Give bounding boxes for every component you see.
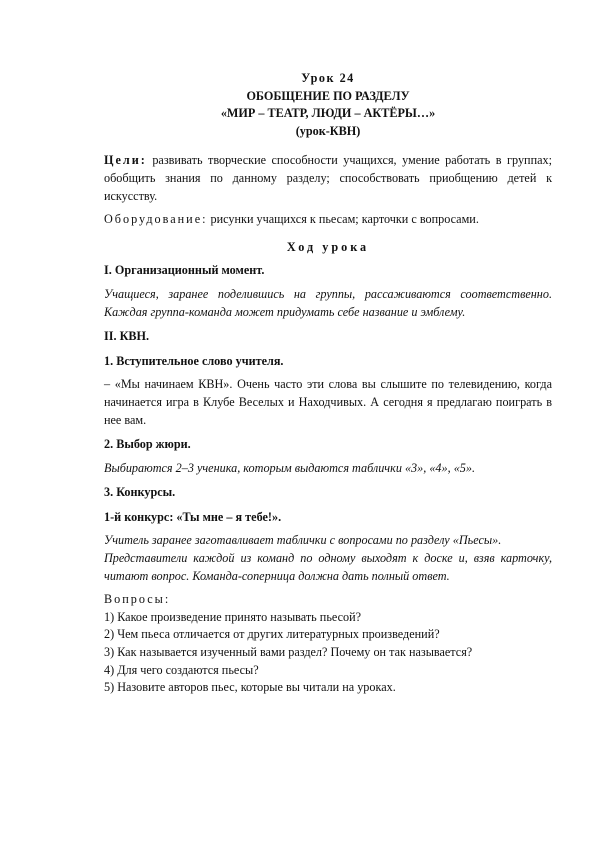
question-item: 3) Как называется изученный вами раздел? Почему он так называется?	[104, 645, 473, 660]
lesson-topic: ОБОБЩЕНИЕ ПО РАЗДЕЛУ	[246, 88, 410, 103]
sub3-heading: 3. Конкурсы.	[104, 485, 176, 500]
lesson-type: (урок-КВН)	[295, 123, 361, 138]
question-item: 4) Для чего создаются пьесы?	[104, 662, 259, 677]
question-item: 5) Назовите авторов пьес, которые вы читали на уроках.	[104, 680, 396, 695]
section1-heading: I. Организационный момент.	[104, 263, 265, 278]
sub1-heading: 1. Вступительное слово учителя.	[104, 353, 284, 368]
lesson-subtitle: «МИР – ТЕАТР, ЛЮДИ – АКТЁРЫ…»	[220, 106, 436, 121]
sub2-text: Выбираются 2–3 ученика, которым выдаются таблички «3», «4», «5».	[104, 460, 476, 475]
lesson-number: Урок 24	[301, 71, 355, 85]
section2-heading: II. КВН.	[104, 329, 150, 344]
document-page	[104, 70, 552, 697]
sub2-heading: 2. Выбор жюри.	[104, 437, 191, 452]
goals-paragraph	[104, 152, 552, 205]
title-block	[104, 70, 552, 140]
question-item: 1) Какое произведение принято называть пьесой?	[104, 609, 362, 624]
equipment-text: рисунки учащихся к пьесам; карточки с вопросами.	[207, 212, 479, 227]
equipment-paragraph	[104, 211, 552, 229]
course-heading: Ход урока	[286, 239, 370, 254]
sub1-text: – «Мы начинаем КВН». Очень часто эти слова вы слышите по телевидению, когда начинается игра в Клубе Веселых и Находчивых. А сегодня я предлагаю поиграть в нее вам.	[104, 377, 552, 427]
questions-label: Вопросы:	[104, 592, 171, 607]
goals-label: Цели:	[104, 153, 147, 168]
contest1-heading: 1-й конкурс: «Ты мне – я тебе!».	[104, 509, 282, 524]
goals-text: развивать творческие способности учащихся, умение работать в группах; обобщить знания по данному разделу; способствовать приобщению детей к искусству.	[104, 153, 552, 203]
question-item: 2) Чем пьеса отличается от других литературных произведений?	[104, 627, 440, 642]
contest1-text1: Учитель заранее заготавливает таблички с вопросами по разделу «Пьесы».	[104, 533, 502, 548]
questions-list	[104, 609, 552, 697]
contest1-text2: Представители каждой из команд по одному выходят к доске и, взяв карточку, читают вопрос. Команда-соперница должна дать полный ответ.	[104, 551, 552, 583]
section1-text: Учащиеся, заранее поделившись на группы, рассаживаются соответственно. Каждая группа-команда может придумать себе название и эмблему.	[104, 286, 552, 319]
equipment-label: Оборудование:	[104, 212, 208, 227]
